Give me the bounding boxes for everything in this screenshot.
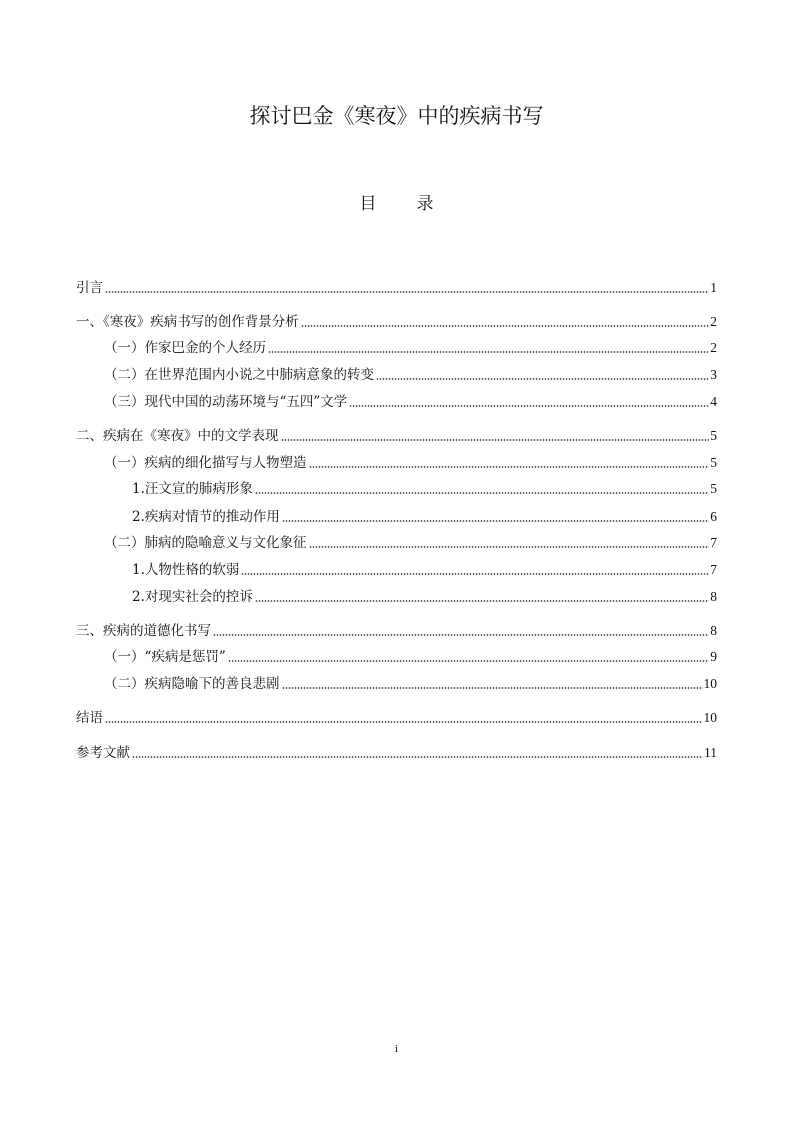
dot-leader [255, 492, 709, 494]
dot-leader [241, 573, 709, 575]
dot-leader [268, 351, 709, 353]
dot-leader [376, 378, 709, 380]
toc-entry[interactable] [76, 708, 717, 728]
toc-entry[interactable] [76, 674, 717, 694]
toc-entry-label: 二、疾病在《寒夜》中的文学表现 [76, 428, 279, 444]
toc-entry[interactable] [76, 479, 717, 499]
toc-entry-page-number: 5 [710, 481, 717, 496]
toc-entry-label: 2.对现实社会的控诉 [132, 589, 253, 605]
toc-entry[interactable] [76, 647, 717, 667]
toc-entry-label: （二）疾病隐喻下的善良悲剧 [104, 676, 280, 692]
toc-entry-page-number: 11 [704, 745, 717, 760]
toc-entry[interactable] [76, 278, 717, 298]
toc-entry-page-number: 1 [710, 280, 717, 295]
page-number-footer: i [394, 1043, 399, 1055]
dot-leader [281, 439, 710, 441]
dot-leader [255, 600, 709, 602]
toc-entry-label: （二）在世界范围内小说之中肺病意象的转变 [104, 367, 374, 383]
toc-entry-page-number: 6 [710, 509, 717, 524]
toc-entry-page-number: 10 [703, 676, 717, 691]
toc-entry[interactable] [76, 587, 717, 607]
toc-entry-page-number: 7 [710, 535, 717, 550]
toc-entry[interactable] [76, 338, 717, 358]
toc-entry-page-number: 2 [710, 340, 717, 355]
toc-entry[interactable] [76, 560, 717, 580]
dot-leader [309, 466, 710, 468]
dot-leader [301, 325, 710, 327]
toc-entry-label: 一、《寒夜》疾病书写的创作背景分析 [76, 314, 299, 330]
toc-entry[interactable] [76, 312, 717, 332]
dot-leader [282, 687, 703, 689]
toc-entry[interactable] [76, 426, 717, 446]
toc-entry-label: 结语 [76, 710, 103, 726]
toc-entry-page-number: 8 [710, 623, 717, 638]
toc-entry-page-number: 10 [703, 710, 717, 725]
toc-entry-label: 引言 [76, 280, 103, 296]
toc-heading-char-1: 目 [359, 194, 377, 214]
dot-leader [309, 546, 710, 548]
toc-entry-label: （一）“疾病是惩罚” [104, 649, 226, 665]
toc-heading-char-2: 录 [416, 194, 434, 214]
toc-entry-label: 1.人物性格的软弱 [132, 562, 240, 578]
toc-entry-label: （三）现代中国的动荡环境与“五四”文学 [104, 394, 348, 410]
toc-entry-label: （二）肺病的隐喻意义与文化象征 [104, 535, 307, 551]
toc-entry-label: 三、疾病的道德化书写 [76, 623, 211, 639]
toc-entry-label: 2.疾病对情节的推动作用 [132, 509, 280, 525]
toc-entry[interactable] [76, 365, 717, 385]
dot-leader [228, 660, 709, 662]
dot-leader [349, 405, 709, 407]
toc-heading [0, 190, 793, 218]
toc-entry-page-number: 7 [710, 562, 717, 577]
toc-entry-label: （一）疾病的细化描写与人物塑造 [104, 455, 307, 471]
dot-leader [105, 291, 709, 293]
toc-entry-label: 1.汪文宣的肺病形象 [132, 481, 253, 497]
toc-entry[interactable] [76, 507, 717, 527]
toc-entry[interactable] [76, 533, 717, 553]
toc-entry-page-number: 2 [710, 314, 717, 329]
dot-leader [105, 721, 703, 723]
toc-entry[interactable] [76, 453, 717, 473]
toc-entry-page-number: 9 [710, 649, 717, 664]
toc-entry-page-number: 3 [710, 367, 717, 382]
dot-leader [132, 756, 703, 758]
toc-entry-page-number: 8 [710, 589, 717, 604]
toc-entry[interactable] [76, 392, 717, 412]
toc-entry-label: （一）作家巴金的个人经历 [104, 340, 266, 356]
dot-leader [213, 634, 709, 636]
toc-entry[interactable] [76, 621, 717, 641]
toc-entry-page-number: 5 [710, 428, 717, 443]
toc-entry[interactable] [76, 743, 717, 763]
document-title: 探讨巴金《寒夜》中的疾病书写 [249, 104, 544, 128]
toc-entry-label: 参考文献 [76, 745, 130, 761]
toc-entry-page-number: 5 [710, 455, 717, 470]
toc-entry-page-number: 4 [710, 394, 717, 409]
dot-leader [282, 520, 709, 522]
